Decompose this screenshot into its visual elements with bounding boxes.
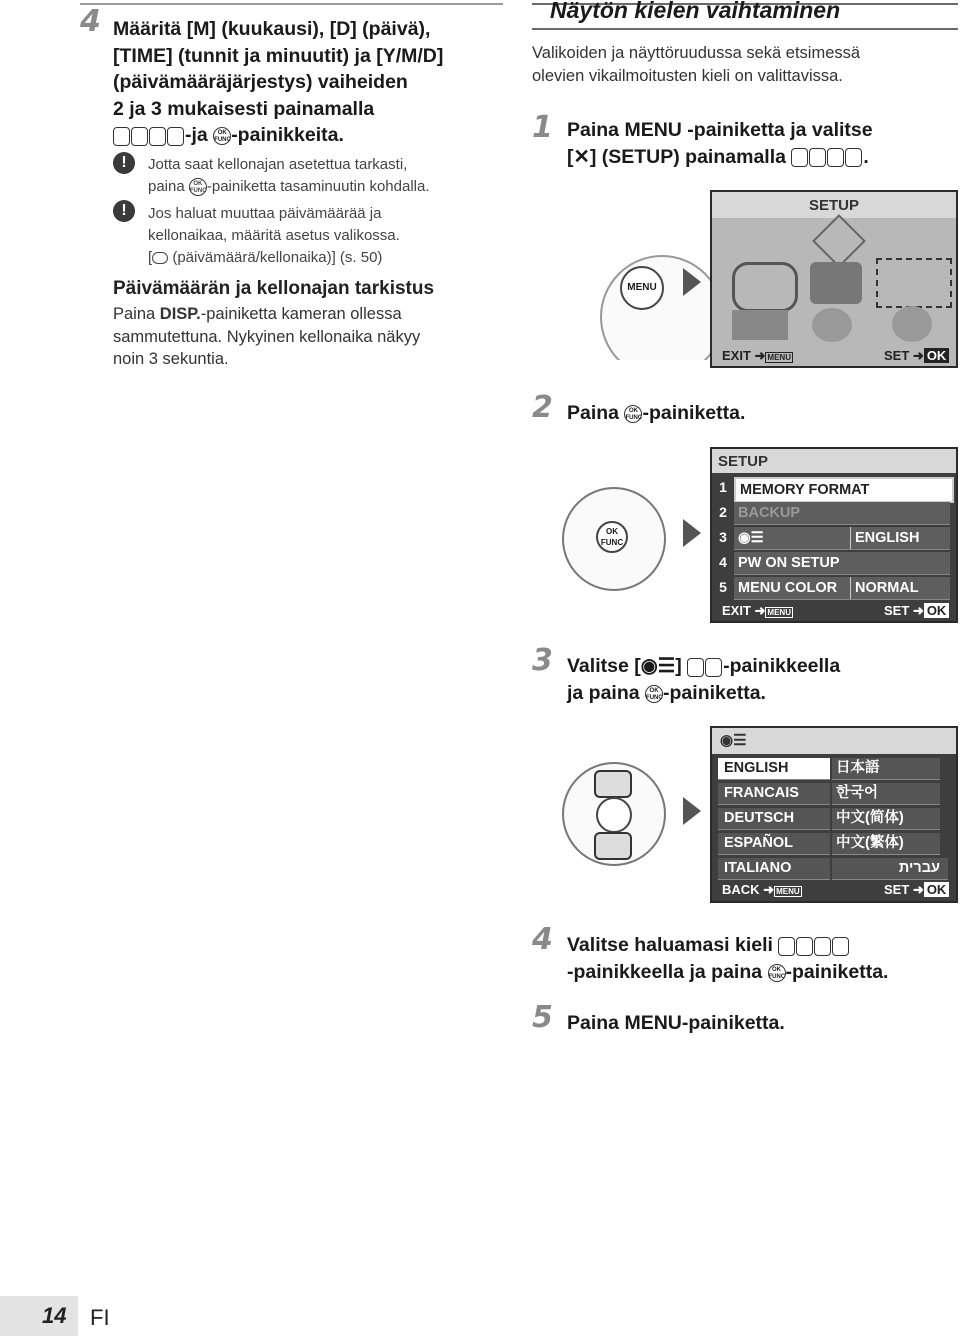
set-label: SET ➜ OK — [884, 603, 949, 619]
text-fragment: Paina — [567, 1012, 625, 1034]
text-fragment: [ — [567, 145, 574, 168]
note-2 — [148, 203, 400, 269]
section-title: Näytön kielen vaihtaminen — [550, 0, 841, 23]
text-fragment: paina — [148, 178, 185, 195]
menu-row-value: NORMAL — [850, 577, 919, 599]
section-intro — [532, 42, 952, 87]
disp-key: DISP. — [159, 305, 201, 323]
exit-label: EXIT ➜ MENU — [722, 603, 791, 618]
up-down-icons — [687, 654, 723, 681]
menu-row[interactable] — [734, 577, 950, 600]
text-fragment: -painikkeella ja paina — [567, 961, 768, 984]
menu-row-label: PW ON SETUP — [738, 555, 840, 571]
ok-key-badge: OK — [924, 348, 950, 363]
language-icon: ◉☰ — [712, 728, 956, 754]
text-line — [567, 117, 957, 144]
text-fragment: ] (SETUP) painamalla — [589, 145, 786, 168]
text-line: 2 ja 3 mukaisesti painamalla — [113, 97, 375, 120]
setup-screen — [710, 190, 958, 368]
warning-icon: ! — [113, 200, 135, 222]
text-fragment: -painiketta. — [642, 402, 746, 424]
text-fragment: Valitse haluamasi kieli — [567, 934, 773, 956]
menu-row-label: BACKUP — [738, 505, 801, 521]
language-icon — [812, 214, 866, 268]
text-fragment: FUNC — [600, 538, 624, 547]
text-fragment: -painiketta. — [663, 682, 766, 705]
landscape-icon — [732, 310, 788, 340]
text-line: Valikoiden ja näyttöruudussa sekä etsimessä — [532, 44, 861, 62]
screen-title: SETUP — [712, 192, 956, 218]
menu-key-badge: MENU — [767, 608, 791, 617]
text-fragment: (päivämäärä/kellonaika)] (s. 50) — [168, 249, 383, 266]
ok-key-badge: OK — [924, 603, 950, 618]
ok-key-badge: OK — [924, 882, 950, 897]
step-number: 3 — [532, 643, 553, 678]
text-line — [567, 144, 957, 171]
ok-func-icon: OK FUNC — [213, 127, 231, 145]
arrow-right-icon — [683, 797, 701, 825]
text-fragment: ] — [675, 655, 682, 677]
menu-row-number: 4 — [719, 554, 727, 570]
ok-func-button[interactable] — [596, 797, 632, 833]
menu-row-number: 1 — [719, 479, 727, 495]
text-line: noin 3 sekuntia. — [113, 350, 229, 368]
menu-button[interactable]: MENU — [620, 266, 664, 310]
language-code: FI — [90, 1305, 110, 1330]
back-label: BACK ➜ MENU — [722, 882, 800, 897]
text-fragment: EXIT — [722, 348, 751, 363]
set-label: SET ➜ OK — [884, 882, 949, 898]
text-fragment: Paina — [567, 119, 625, 141]
up-button[interactable] — [594, 770, 632, 798]
rotate-icon — [732, 262, 798, 312]
setup-menu-screen — [710, 447, 958, 623]
arrow-pad-icons — [791, 144, 863, 171]
text-fragment: Paina — [113, 305, 160, 323]
camera-icon — [810, 262, 862, 304]
screen-title: SETUP — [712, 449, 956, 473]
language-option[interactable]: ESPAÑOL — [718, 833, 830, 855]
top-rule-left — [80, 3, 503, 5]
text-fragment: Paina — [567, 402, 625, 424]
menu-key: MENU — [624, 1012, 682, 1034]
text-fragment: -painiketta kameran ollessa — [200, 305, 402, 323]
text-fragment: . — [863, 145, 869, 168]
setup-wrench-icon — [876, 258, 952, 308]
menu-row-number: 2 — [719, 504, 727, 520]
warning-icon: ! — [113, 152, 135, 174]
step-2-text — [567, 400, 745, 427]
ok-func-icon: OK FUNC — [645, 685, 663, 703]
step-3-text — [567, 653, 957, 707]
text-line — [148, 176, 430, 198]
text-fragment: EXIT — [722, 603, 751, 618]
language-screen — [710, 726, 958, 903]
language-option[interactable]: FRANCAIS — [718, 783, 830, 805]
step-number: 2 — [532, 390, 553, 425]
step-4-right-text — [567, 932, 957, 986]
text-fragment: SET — [884, 882, 910, 897]
menu-row[interactable] — [734, 527, 950, 550]
text-line: [TIME] (tunnit ja minuutit) ja [Y/M/D] — [113, 44, 444, 67]
text-line: kellonaikaa, määritä asetus valikossa. — [148, 227, 400, 244]
menu-key-badge: MENU — [767, 353, 791, 362]
step-number: 1 — [532, 110, 553, 145]
language-option[interactable]: ITALIANO — [718, 858, 830, 880]
clock-icon — [152, 252, 168, 264]
menu-key-badge: MENU — [776, 887, 800, 896]
text-fragment: SET — [884, 348, 910, 363]
text-fragment: -painiketta. — [681, 1012, 785, 1034]
text-line: Jotta saat kellonajan asetettua tarkasti, — [148, 156, 408, 173]
text-line: sammutettuna. Nykyinen kellonaika näkyy — [113, 327, 421, 346]
language-option[interactable]: ENGLISH — [718, 758, 830, 780]
text-fragment: [ — [148, 249, 153, 266]
text-line: (päivämääräjärjestys) vaiheiden — [113, 71, 408, 93]
text-fragment: -painiketta ja valitse — [681, 119, 873, 141]
menu-row[interactable] — [734, 477, 954, 503]
text-line — [113, 122, 513, 149]
text-line — [567, 932, 957, 959]
menu-row-number: 3 — [719, 529, 727, 545]
arrow-right-icon — [683, 268, 701, 296]
text-fragment: -painikkeita. — [231, 124, 344, 146]
language-icon: ◉☰ — [640, 655, 676, 677]
ok-func-icon: OK FUNC — [189, 178, 207, 196]
step-1-text — [567, 117, 957, 171]
menu-key: MENU — [624, 119, 682, 141]
language-icon: ◉☰ — [738, 530, 764, 546]
menu-row[interactable] — [734, 502, 950, 525]
wrench-icon: ✕ — [573, 145, 590, 168]
language-option[interactable]: 中文(简体) — [832, 808, 940, 830]
language-option[interactable]: DEUTSCH — [718, 808, 830, 830]
sound-icon — [892, 306, 932, 342]
arrow-pad-icons — [113, 123, 185, 150]
menu-row-label: MENU COLOR — [738, 580, 838, 596]
text-line — [148, 247, 400, 269]
title-underline — [532, 28, 958, 30]
dial-mask — [600, 360, 720, 380]
text-fragment: -painikkeella — [723, 655, 841, 677]
menu-row-value: ENGLISH — [850, 527, 919, 549]
step-number: 5 — [532, 1000, 553, 1035]
page-number: 14 — [42, 1303, 67, 1328]
arrow-right-icon — [683, 519, 701, 547]
text-line — [567, 653, 957, 680]
step-number: 4 — [532, 922, 553, 957]
menu-row-number: 5 — [719, 579, 727, 595]
text-line: olevien vikailmoitusten kieli on valittavissa. — [532, 66, 843, 85]
check-body — [113, 303, 503, 371]
step-5-text — [567, 1010, 785, 1037]
ok-func-icon: OK FUNC — [768, 964, 786, 982]
language-option[interactable]: 中文(繁体) — [832, 833, 940, 855]
ok-func-button[interactable] — [596, 521, 628, 553]
language-option[interactable]: 한국어 — [832, 783, 940, 805]
down-button[interactable] — [594, 832, 632, 860]
language-option[interactable]: עברית — [832, 858, 948, 880]
scene-icon — [812, 308, 852, 342]
step-4-text — [113, 16, 513, 149]
text-fragment: BACK — [722, 882, 760, 897]
text-line: Määritä [M] (kuukausi), [D] (päivä), — [113, 18, 431, 40]
ok-func-icon: OK FUNC — [624, 405, 642, 423]
step-number: 4 — [80, 4, 101, 39]
check-heading: Päivämäärän ja kellonajan tarkistus — [113, 278, 435, 299]
note-1 — [148, 154, 430, 198]
set-label: SET ➜ OK — [884, 348, 949, 364]
text-fragment: Valitse [ — [567, 655, 641, 677]
text-fragment: ja paina — [567, 682, 646, 705]
text-fragment: -painiketta. — [785, 961, 889, 984]
arrow-pad-icons — [778, 933, 850, 960]
text-fragment: SET — [884, 603, 910, 618]
text-line: Jos haluat muuttaa päivämäärää ja — [148, 205, 382, 222]
exit-label: EXIT ➜ MENU — [722, 348, 791, 363]
text-fragment: -painiketta tasaminuutin kohdalla. — [206, 178, 430, 195]
text-fragment: OK — [606, 527, 618, 536]
text-line — [567, 959, 957, 986]
menu-row[interactable] — [734, 552, 950, 575]
language-option[interactable]: 日本語 — [832, 758, 940, 780]
text-fragment: -ja — [185, 124, 208, 146]
menu-row-label: MEMORY FORMAT — [740, 482, 870, 498]
text-line — [567, 680, 957, 707]
text-line — [113, 303, 503, 326]
